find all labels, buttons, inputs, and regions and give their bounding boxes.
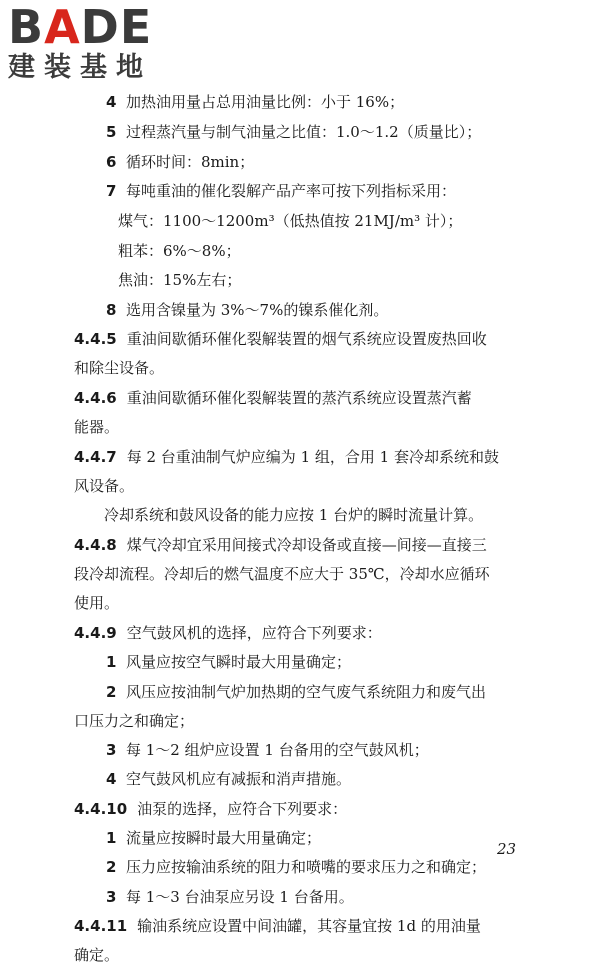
section-4-4-8: 4.4.8 煤气冷却宜采用间接式冷却设备或直接—间接—直接三 bbox=[74, 536, 487, 554]
section-continuation: 能器。 bbox=[74, 418, 120, 436]
section-4-4-5: 4.4.5 重油间歇循环催化裂解装置的烟气系统应设置废热回收 bbox=[74, 330, 487, 348]
logo-wordmark: BADE bbox=[8, 0, 153, 54]
list-item: 2 风压应按油制气炉加热期的空气废气系统阻力和废气出 bbox=[106, 683, 486, 701]
brand-logo bbox=[8, 0, 178, 88]
logo-accent-letter: A bbox=[44, 0, 81, 54]
list-item: 4 加热油用量占总用油量比例：小于 16%； bbox=[106, 93, 405, 111]
sub-item: 粗苯：6%～8%； bbox=[118, 242, 241, 260]
list-item: 4 空气鼓风机应有减振和消声措施。 bbox=[106, 770, 351, 788]
list-item: 6 循环时间：8min； bbox=[106, 153, 255, 171]
page-number: 23 bbox=[497, 840, 517, 858]
list-item: 1 流量应按瞬时最大用量确定； bbox=[106, 829, 321, 847]
sub-item: 煤气：1100～1200m³（低热值按 21MJ/m³ 计）； bbox=[118, 212, 463, 230]
section-4-4-11: 4.4.11 输油系统应设置中间油罐，其容量宜按 1d 的用油量 bbox=[74, 917, 481, 935]
section-4-4-7: 4.4.7 每 2 台重油制气炉应编为 1 组，合用 1 套冷却系统和鼓 bbox=[74, 448, 499, 466]
list-item: 3 每 1～2 组炉应设置 1 台备用的空气鼓风机； bbox=[106, 741, 429, 759]
section-continuation: 使用。 bbox=[74, 594, 120, 612]
logo-subtitle: 建装基地 bbox=[8, 52, 152, 83]
sub-item: 焦油：15%左右； bbox=[118, 271, 242, 289]
list-item: 2 压力应按输油系统的阻力和喷嘴的要求压力之和确定； bbox=[106, 858, 486, 876]
section-4-4-10: 4.4.10 油泵的选择，应符合下列要求： bbox=[74, 800, 348, 818]
section-paragraph: 冷却系统和鼓风设备的能力应按 1 台炉的瞬时流量计算。 bbox=[104, 506, 484, 524]
list-item: 5 过程蒸汽量与制气油量之比值：1.0～1.2（质量比）； bbox=[106, 123, 482, 141]
section-continuation: 段冷却流程。冷却后的燃气温度不应大于 35℃，冷却水应循环 bbox=[74, 565, 490, 583]
section-4-4-9: 4.4.9 空气鼓风机的选择，应符合下列要求： bbox=[74, 624, 382, 642]
section-continuation: 确定。 bbox=[74, 946, 120, 964]
list-item: 8 选用含镍量为 3%～7%的镍系催化剂。 bbox=[106, 301, 389, 319]
list-item: 3 每 1～3 台油泵应另设 1 台备用。 bbox=[106, 888, 354, 906]
section-continuation: 风设备。 bbox=[74, 477, 135, 495]
list-item-continuation: 口压力之和确定； bbox=[74, 712, 195, 730]
section-continuation: 和除尘设备。 bbox=[74, 359, 165, 377]
section-4-4-6: 4.4.6 重油间歇循环催化裂解装置的蒸汽系统应设置蒸汽蓄 bbox=[74, 389, 472, 407]
list-item: 1 风量应按空气瞬时最大用量确定； bbox=[106, 653, 351, 671]
list-item: 7 每吨重油的催化裂解产品产率可按下列指标采用： bbox=[106, 182, 456, 200]
